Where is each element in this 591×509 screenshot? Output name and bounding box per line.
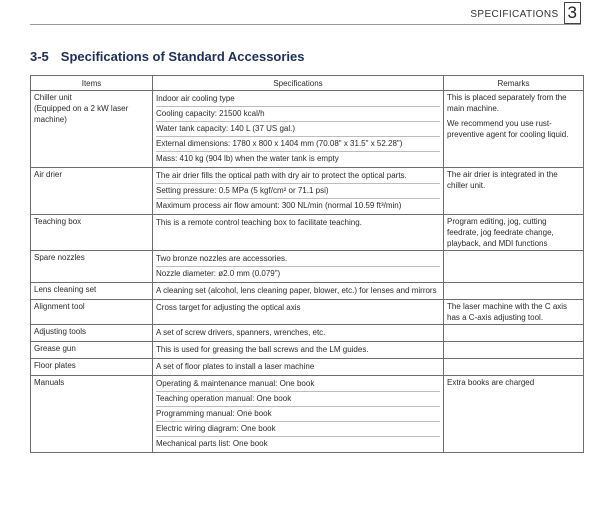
specifications-cell xyxy=(153,300,444,325)
item-cell xyxy=(31,376,153,453)
item-cell xyxy=(31,251,153,283)
remark-text: We recommend you use rust-preventive agent for cooling liquid. xyxy=(447,119,569,139)
specification-line: Setting pressure: 0.5 MPa (5 kgf/cm² or 71.1 psi) xyxy=(156,184,440,199)
chapter-number-box: 3 xyxy=(564,2,581,24)
remarks-cell xyxy=(444,376,584,453)
table-row xyxy=(31,215,584,251)
specifications-cell xyxy=(153,168,444,215)
specifications-cell xyxy=(153,215,444,251)
column-header-specifications: Specifications xyxy=(153,76,444,91)
item-text: Lens cleaning set xyxy=(34,285,97,294)
table-row xyxy=(31,376,584,453)
table-row xyxy=(31,91,584,168)
item-cell xyxy=(31,300,153,325)
page-header xyxy=(470,0,581,24)
specification-line: This is used for greasing the ball screws and the LM guides. xyxy=(156,345,369,354)
remarks-cell xyxy=(444,342,584,359)
remark-text: The air drier is integrated in the chiller unit. xyxy=(447,170,558,190)
item-text: Floor plates xyxy=(34,361,76,370)
remarks-cell xyxy=(444,215,584,251)
specification-line: Nozzle diameter: ø2.0 mm (0.079") xyxy=(156,269,281,278)
item-text: Grease gun xyxy=(34,344,76,353)
item-text: (Equipped on a 2 kW laser machine) xyxy=(34,104,129,124)
specification-line: Maximum process air flow amount: 300 NL/min (normal 10.59 ft³/min) xyxy=(156,201,402,210)
table-row xyxy=(31,168,584,215)
specifications-cell xyxy=(153,342,444,359)
specification-line: A set of floor plates to install a laser machine xyxy=(156,362,315,371)
remarks-cell xyxy=(444,283,584,300)
item-cell xyxy=(31,215,153,251)
item-text: Manuals xyxy=(34,378,65,387)
item-cell xyxy=(31,283,153,300)
remarks-cell xyxy=(444,91,584,168)
remarks-cell xyxy=(444,168,584,215)
specification-line: A set of screw drivers, spanners, wrenches, etc. xyxy=(156,328,326,337)
table-row xyxy=(31,300,584,325)
remark-text: Program editing, jog, cutting feedrate, jog feedrate change, playback, and MDI functions xyxy=(447,217,554,248)
table-row xyxy=(31,342,584,359)
specification-line: Two bronze nozzles are accessories. xyxy=(156,252,440,267)
remarks-cell xyxy=(444,359,584,376)
item-text: Alignment tool xyxy=(34,302,85,311)
remarks-cell xyxy=(444,300,584,325)
section-number: 3-5 xyxy=(30,49,49,64)
item-cell xyxy=(31,168,153,215)
specification-line: Operating & maintenance manual: One book xyxy=(156,377,440,392)
item-text: Spare nozzles xyxy=(34,253,85,262)
specification-line: A cleaning set (alcohol, lens cleaning paper, blower, etc.) for lenses and mirrors xyxy=(156,286,437,295)
specification-line: This is a remote control teaching box to facilitate teaching. xyxy=(156,218,362,227)
specification-line: Mass: 410 kg (904 lb) when the water tank is empty xyxy=(156,154,339,163)
section-title-text: Specifications of Standard Accessories xyxy=(60,49,305,64)
item-cell xyxy=(31,359,153,376)
item-text: Chiller unit xyxy=(34,93,72,102)
specifications-cell xyxy=(153,359,444,376)
specification-line: Mechanical parts list: One book xyxy=(156,439,268,448)
table-header-row xyxy=(31,76,584,91)
remark-text: The laser machine with the C axis has a C-axis adjusting tool. xyxy=(447,302,568,322)
table-row xyxy=(31,359,584,376)
table-row xyxy=(31,325,584,342)
specification-line: Water tank capacity: 140 L (37 US gal.) xyxy=(156,122,440,137)
column-header-items: Items xyxy=(31,76,153,91)
remark-text: Extra books are charged xyxy=(447,378,535,387)
remarks-cell xyxy=(444,325,584,342)
table-row xyxy=(31,283,584,300)
specification-line: Indoor air cooling type xyxy=(156,92,440,107)
section-label: SPECIFICATIONS xyxy=(470,9,559,20)
section-title xyxy=(30,49,305,64)
remark-text: This is placed separately from the main machine. xyxy=(447,93,567,113)
accessories-table xyxy=(30,75,584,453)
specification-line: Programming manual: One book xyxy=(156,407,440,422)
item-cell xyxy=(31,325,153,342)
specifications-cell xyxy=(153,376,444,453)
specifications-cell xyxy=(153,283,444,300)
column-header-remarks: Remarks xyxy=(444,76,584,91)
item-text: Teaching box xyxy=(34,217,82,226)
item-text: Adjusting tools xyxy=(34,327,87,336)
item-cell xyxy=(31,91,153,168)
specification-line: Teaching operation manual: One book xyxy=(156,392,440,407)
specification-line: Cooling capacity: 21500 kcal/h xyxy=(156,107,440,122)
remarks-cell xyxy=(444,251,584,283)
specification-line: External dimensions: 1780 x 800 x 1404 mm (70.08" x 31.5" x 52.28") xyxy=(156,137,440,152)
item-text: Air drier xyxy=(34,170,63,179)
specifications-cell xyxy=(153,251,444,283)
header-rule xyxy=(30,24,581,25)
specifications-cell xyxy=(153,91,444,168)
specification-line: Electric wiring diagram: One book xyxy=(156,422,440,437)
item-cell xyxy=(31,342,153,359)
table-row xyxy=(31,251,584,283)
specification-line: Cross target for adjusting the optical axis xyxy=(156,303,301,312)
specification-line: The air drier fills the optical path with dry air to protect the optical parts. xyxy=(156,169,440,184)
specifications-cell xyxy=(153,325,444,342)
